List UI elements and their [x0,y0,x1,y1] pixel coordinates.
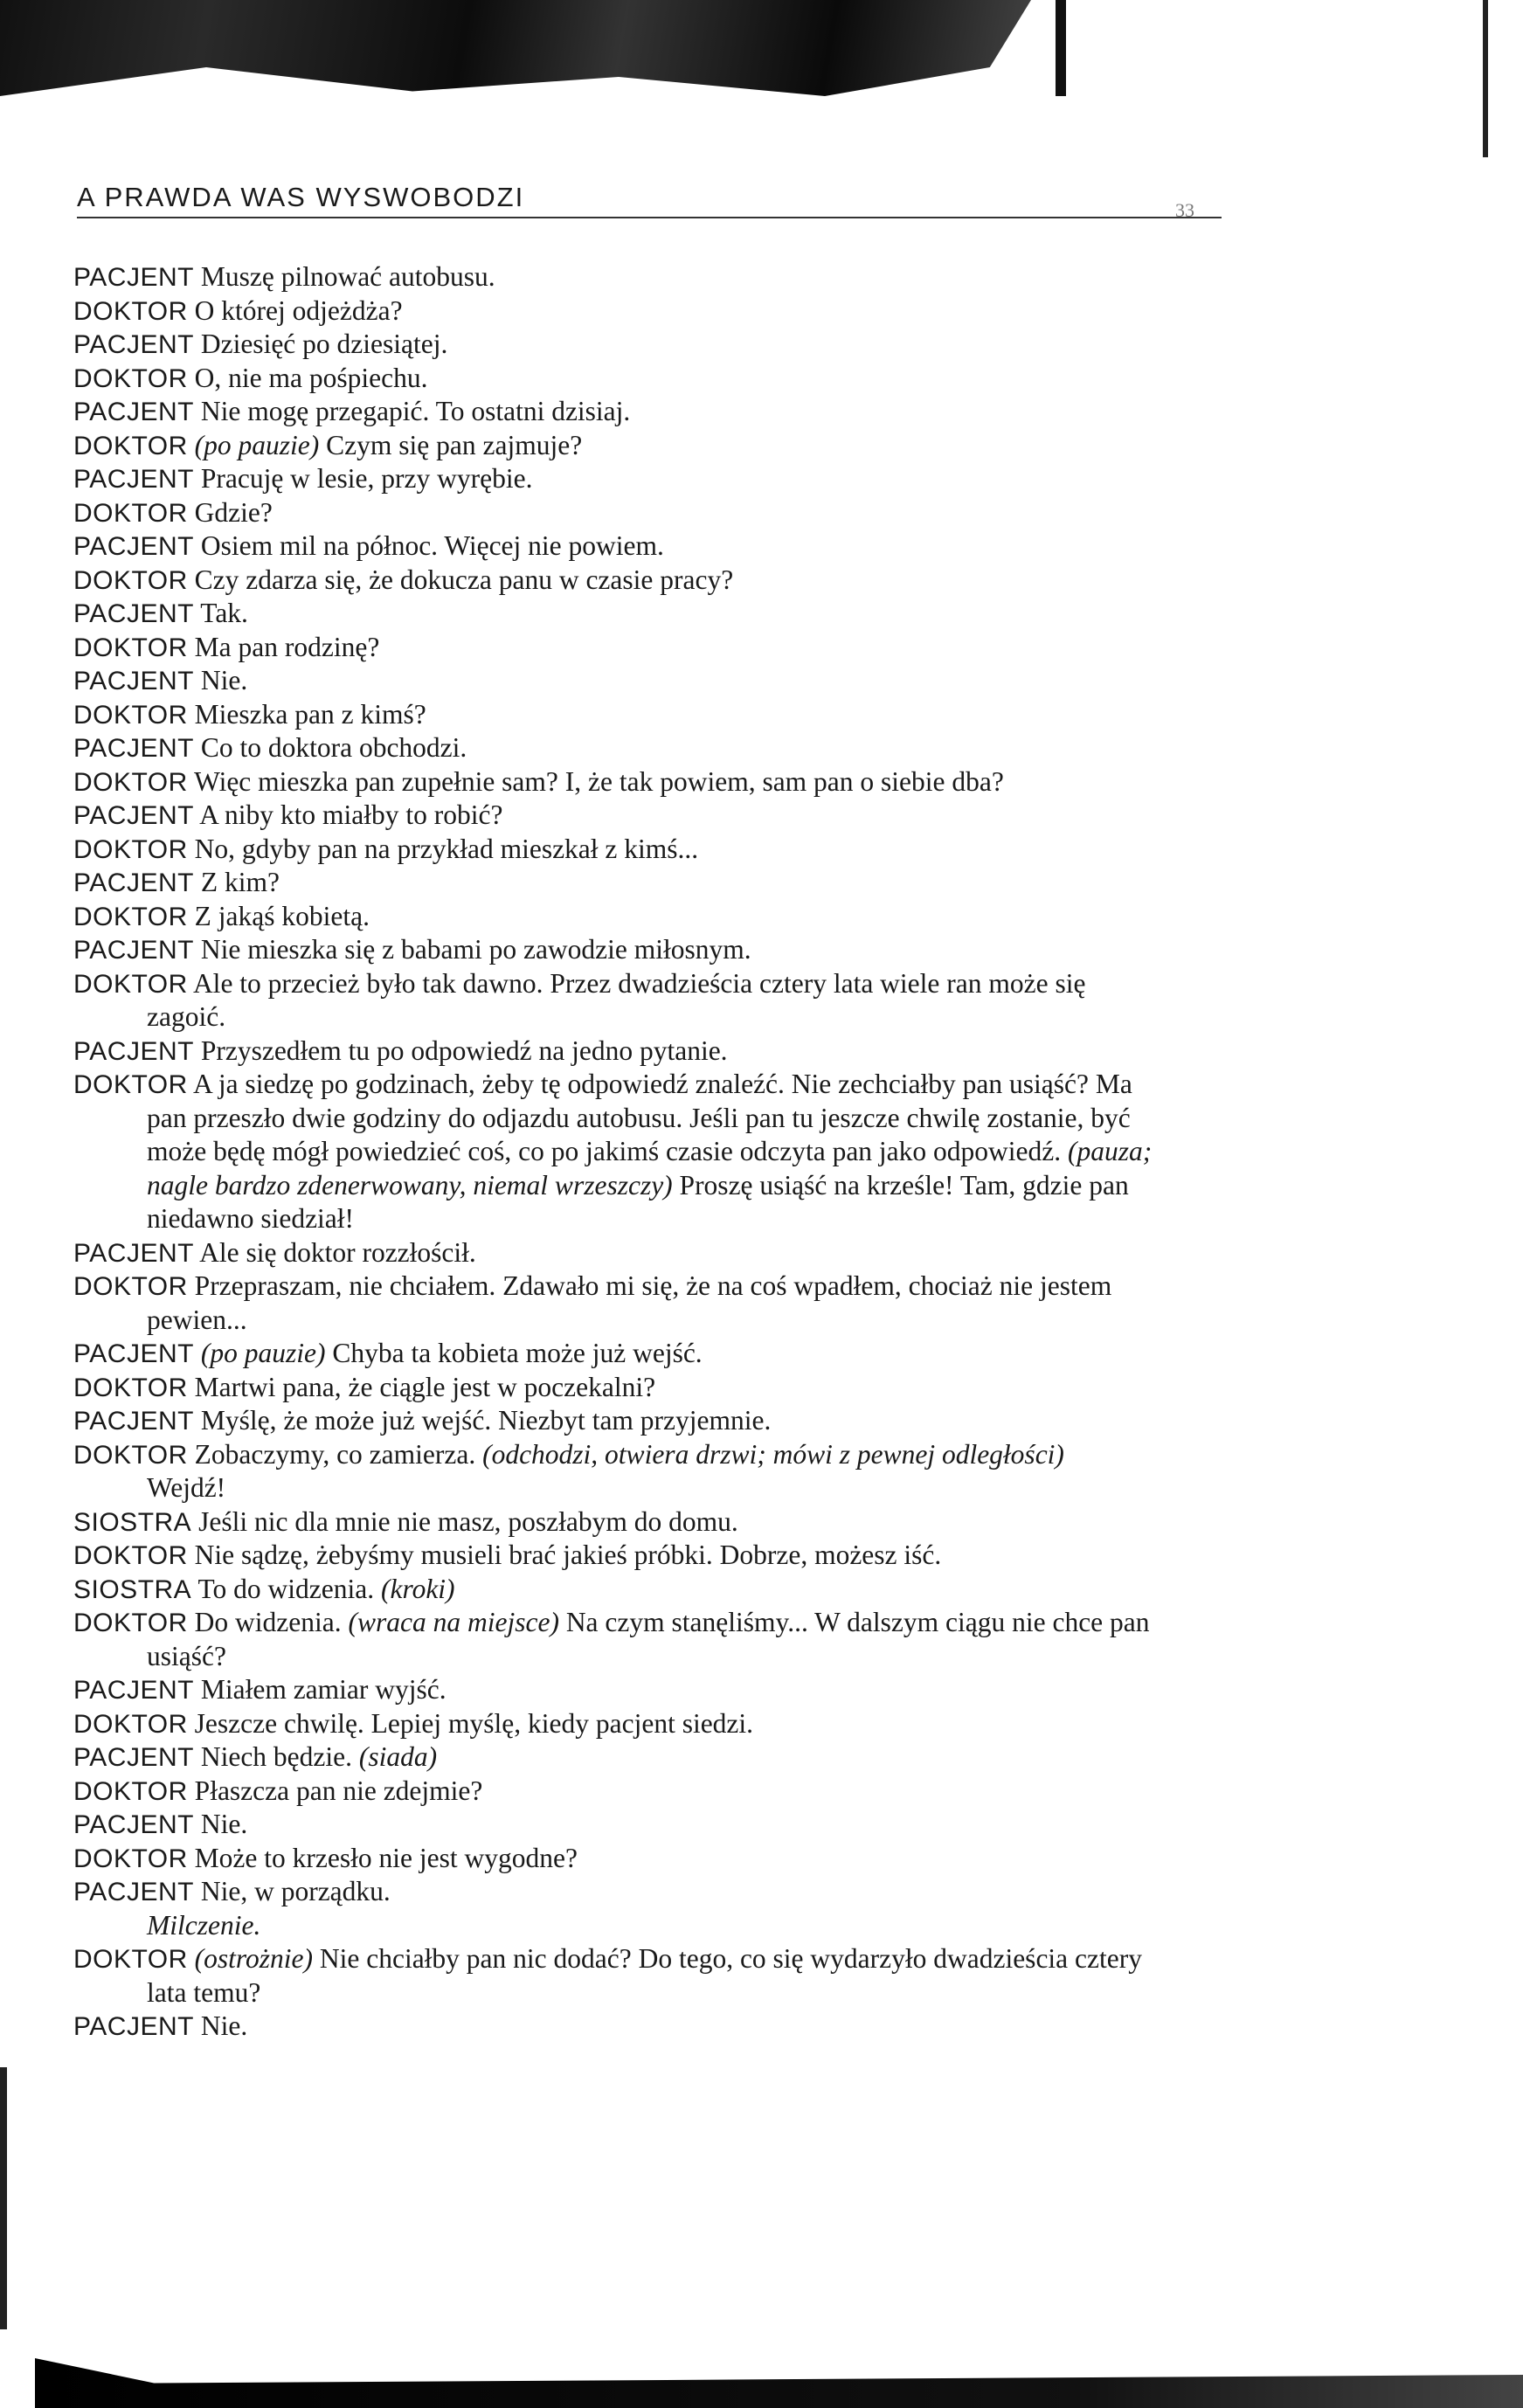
dialogue-line [73,1606,1305,1640]
dialogue-line [73,731,1305,765]
line-text: Na czym stanęliśmy... W dalszym ciągu nie chce pan [565,1607,1150,1637]
speaker-name: DOKTOR [73,767,188,797]
speaker-name: DOKTOR [73,1070,188,1099]
dialogue-line [73,1707,1305,1741]
line-text: To do widzenia. [197,1573,375,1604]
speaker-name: PACJENT [73,734,194,763]
speaker-name: PACJENT [73,532,194,561]
line-text: usiąść? [147,1640,226,1671]
speaker-name: PACJENT [73,1238,194,1268]
stage-direction: (siada) [358,1741,438,1772]
dialogue-line [73,1068,1305,1102]
speaker-name: PACJENT [73,1878,194,1906]
dialogue-line [73,1573,1305,1607]
speaker-name: DOKTOR [73,1609,188,1637]
stage-direction: (kroki) [381,1573,455,1604]
line-text: Nie. [200,2010,248,2041]
stage-direction: (odchodzi, otwiera drzwi; mówi z pewnej odległości) [482,1438,1064,1470]
line-text: Nie chciałby pan nic dodać? Do tego, co się wydarzyło dwadzieścia cztery [319,1943,1142,1974]
line-text: Chyba ta kobieta może już wejść. [332,1338,703,1368]
dialogue-line [73,1202,1305,1236]
dialogue-line [73,1304,1305,1338]
line-text: pan przeszło dwie godziny do odjazdu autobusu. Jeśli pan tu jeszcze chwilę zostanie, być [147,1102,1131,1133]
speaker-name: DOKTOR [73,498,188,528]
speaker-name: DOKTOR [73,431,188,460]
line-text: Nie sądzę, żebyśmy musieli brać jakieś próbki. Dobrze, możesz iść. [194,1540,942,1570]
scan-mark-top [1056,0,1066,96]
line-text: Z jakąś kobietą. [194,900,370,931]
dialogue-line [73,429,1305,463]
line-text: Dziesięć po dziesiątej. [200,329,448,359]
line-text: Gdzie? [194,496,273,528]
speaker-name: DOKTOR [73,1272,188,1301]
speaker-name: DOKTOR [73,1844,188,1873]
stage-direction: (wraca na miejsce) [348,1607,559,1637]
dialogue-line [73,564,1305,598]
speaker-name: PACJENT [73,599,194,628]
speaker-name: DOKTOR [73,633,188,662]
dialogue-line [73,833,1305,867]
dialogue-line [73,395,1305,429]
line-text: niedawno siedział! [147,1203,355,1234]
speaker-name: DOKTOR [73,700,188,730]
speaker-name: PACJENT [73,936,194,965]
dialogue-line [73,866,1305,900]
line-text: Ma pan rodzinę? [194,631,380,662]
dialogue-line [73,1808,1305,1842]
line-text: Nie, w porządku. [200,1876,391,1906]
dialogue-line [73,1438,1305,1472]
dialogue-line [73,967,1305,1001]
line-text: Pracuję w lesie, przy wyrębie. [200,463,533,494]
line-text: może będę mógł powiedzieć coś, co po jakimś czasie odczyta pan jako odpowiedź. [147,1136,1062,1166]
dialogue-line [73,294,1305,329]
speaker-name: PACJENT [73,465,194,494]
dialogue-line [73,1270,1305,1304]
line-text: Przepraszam, nie chciałem. Zdawało mi się, że na coś wpadłem, chociaż nie jestem [194,1270,1112,1301]
dialogue-line [73,597,1305,631]
line-text: O, nie ma pośpiechu. [194,362,428,393]
stage-direction: Milczenie. [147,1909,261,1941]
speaker-name: SIOSTRA [73,1574,192,1604]
line-text: Miałem zamiar wyjść. [200,1674,447,1705]
line-text: Ale to przecież było tak dawno. Przez dwadzieścia cztery lata wiele ran może się [192,967,1086,999]
speaker-name: PACJENT [73,1810,194,1839]
line-text: Nie. [200,665,248,695]
line-text: Wejdź! [147,1472,226,1503]
dialogue-line [73,1740,1305,1775]
line-text: Martwi pana, że ciągle jest w poczekalni? [194,1371,656,1402]
speaker-name: PACJENT [73,868,194,897]
dialogue-text [73,260,1305,2044]
line-text: Co to doktora obchodzi. [200,732,467,763]
scan-edge-right [1483,0,1488,157]
line-text: Płaszcza pan nie zdejmie? [194,1775,483,1806]
running-head-text: A PRAWDA WAS WYSWOBODZI [77,182,525,212]
line-text: A niby kto miałby to robić? [199,799,503,830]
line-text: Nie mogę przegapić. To ostatni dzisiaj. [200,396,631,426]
dialogue-line [73,1775,1305,1809]
scan-shadow-top [0,0,1031,96]
line-text: pewien... [147,1304,247,1335]
line-text: Do widzenia. [194,1607,342,1637]
line-text: Proszę usiąść na krześle! Tam, gdzie pan [679,1169,1129,1201]
dialogue-line [73,698,1305,732]
dialogue-line [73,664,1305,698]
line-text: Może to krzesło nie jest wygodne? [194,1842,578,1873]
dialogue-line [73,328,1305,362]
speaker-name: PACJENT [73,1407,194,1436]
line-text: Mieszka pan z kimś? [194,698,426,730]
stage-direction: (ostrożnie) [194,1943,313,1974]
speaker-name: PACJENT [73,1676,194,1705]
dialogue-line [73,1337,1305,1371]
line-text: Czym się pan zajmuje? [326,429,583,460]
dialogue-line [73,1640,1305,1674]
stage-direction: (po pauzie) [200,1338,326,1368]
dialogue-line [73,1673,1305,1707]
dialogue-line [73,1102,1305,1136]
dialogue-line [73,1471,1305,1505]
dialogue-line [73,1942,1305,1976]
dialogue-line [73,1976,1305,2010]
line-text: Muszę pilnować autobusu. [200,261,495,292]
speaker-name: DOKTOR [73,902,188,931]
line-text: O której odjeżdża? [194,294,403,326]
speaker-name: PACJENT [73,1036,194,1066]
dialogue-line [73,529,1305,564]
dialogue-line [73,1539,1305,1573]
speaker-name: PACJENT [73,330,194,359]
speaker-name: DOKTOR [73,1709,188,1739]
speaker-name: PACJENT [73,263,194,292]
speaker-name: DOKTOR [73,834,188,864]
dialogue-line [73,2010,1305,2044]
line-text: Czy zdarza się, że dokucza panu w czasie pracy? [194,564,734,595]
speaker-name: SIOSTRA [73,1507,192,1537]
dialogue-line [73,260,1305,294]
dialogue-line [73,362,1305,396]
speaker-name: DOKTOR [73,296,188,326]
line-text: Nie. [200,1809,248,1839]
line-text: A ja siedzę po godzinach, żeby tę odpowiedź znaleźć. Nie zechciałby pan usiąść? Ma [192,1069,1132,1099]
line-text: Myślę, że może już wejść. Niezbyt tam przyjemnie. [200,1405,772,1436]
line-text: Zobaczymy, co zamierza. [194,1438,476,1470]
scan-edge-left [0,2067,7,2329]
dialogue-line [73,1169,1305,1203]
line-text: zagoić. [147,1001,226,1032]
line-text: Niech będzie. [200,1741,353,1772]
dialogue-line [73,933,1305,967]
line-text: Ale się doktor rozzłościł. [199,1236,476,1268]
dialogue-line [73,1236,1305,1270]
dialogue-line [73,1875,1305,1909]
speaker-name: DOKTOR [73,1541,188,1570]
line-text: lata temu? [147,1976,261,2008]
dialogue-line [73,1404,1305,1438]
stage-direction: (pauza; [1068,1136,1153,1166]
stage-direction: nagle bardzo zdenerwowany, niemal wrzeszczy) [147,1169,673,1201]
speaker-name: DOKTOR [73,969,188,999]
speaker-name: PACJENT [73,1743,194,1772]
speaker-name: DOKTOR [73,363,188,393]
speaker-name: PACJENT [73,667,194,695]
speaker-name: PACJENT [73,801,194,830]
stage-direction: (po pauzie) [194,429,320,460]
scan-shadow-bottom [35,2325,1523,2408]
speaker-name: DOKTOR [73,1945,188,1974]
line-text: Jeśli nic dla mnie nie masz, poszłabym do domu. [198,1505,738,1537]
speaker-name: DOKTOR [73,565,188,595]
dialogue-line [73,900,1305,934]
line-text: No, gdyby pan na przykład mieszkał z kimś... [194,833,699,864]
dialogue-line [73,1842,1305,1876]
running-head [77,182,1222,218]
speaker-name: DOKTOR [73,1373,188,1402]
speaker-name: DOKTOR [73,1776,188,1806]
speaker-name: DOKTOR [73,1440,188,1470]
dialogue-line [73,765,1305,799]
dialogue-line [73,1034,1305,1069]
dialogue-line [73,1135,1305,1169]
line-text: Nie mieszka się z babami po zawodzie miłosnym. [200,934,751,965]
dialogue-line [73,496,1305,530]
page-number: 33 [1175,199,1194,221]
line-text: Tak. [200,598,248,628]
line-text: Osiem mil na północ. Więcej nie powiem. [200,530,664,561]
dialogue-line [73,1000,1305,1034]
line-text: Przyszedłem tu po odpowiedź na jedno pytanie. [200,1034,728,1066]
dialogue-line [73,1909,1305,1943]
dialogue-line [73,462,1305,496]
speaker-name: PACJENT [73,1339,194,1368]
line-text: Więc mieszka pan zupełnie sam? I, że tak powiem, sam pan o siebie dba? [194,765,1004,797]
line-text: Z kim? [200,867,280,897]
speaker-name: PACJENT [73,398,194,426]
dialogue-line [73,631,1305,665]
speaker-name: PACJENT [73,2012,194,2041]
line-text: Jeszcze chwilę. Lepiej myślę, kiedy pacjent siedzi. [194,1707,754,1739]
dialogue-line [73,1505,1305,1540]
dialogue-line [73,1371,1305,1405]
dialogue-line [73,799,1305,833]
